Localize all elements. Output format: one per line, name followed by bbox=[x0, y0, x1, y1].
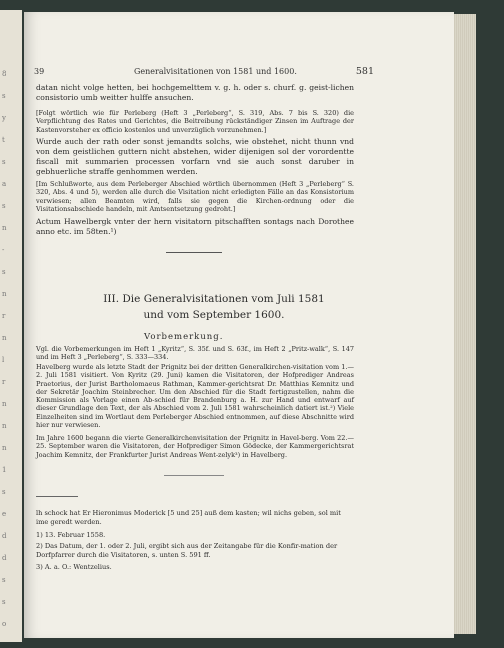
previous-page-fragment: n bbox=[2, 400, 7, 408]
previous-page-fragment: n bbox=[2, 444, 7, 452]
previous-page-edge bbox=[0, 10, 22, 642]
header-title: Generalvisitationen von 1581 und 1600. bbox=[134, 67, 297, 76]
previous-page-fragment: t bbox=[2, 136, 5, 144]
body-paragraph-2: Wurde auch der rath oder sonst jemandts solchs, wie obstehet, nicht thunn vnd von dem geistlichen guttern nicht abstehen, wider dijenigen sol der vorordentte fiscall mit summarien processen vorfarn vnd sie auch sonst daruber in gebhuerliche straffe genhommen werden. bbox=[36, 137, 354, 176]
vorbemerkung-paragraph-3: Im Jahre 1600 begann die vierte Generalkirchenvisitation der Prignitz in Havel-berg. Vom 22.—25. September waren die Visitatoren, der Hofprediger Simon Gödecke, der Kammergerichtsrat Joachim Kemnitz, der Frankfurter Jurist Andreas Went-zelyk³) in Havelberg. bbox=[36, 434, 354, 459]
running-header bbox=[34, 67, 374, 79]
previous-page-fragment: y bbox=[2, 114, 6, 122]
section-divider bbox=[166, 252, 222, 253]
footnote-rule bbox=[36, 496, 78, 497]
vorbemerkung-paragraph-1: Vgl. die Vorbemerkungen im Heft 1 „Kyritz“, S. 35f. und S. 63f., im Heft 2 „Pritz-walk“, S. 147 und im Heft 3 „Perleberg“, S. 333—334. bbox=[36, 345, 354, 362]
previous-page-fragment: a bbox=[2, 180, 7, 188]
previous-page-fragment: 1 bbox=[2, 466, 7, 474]
previous-page-fragment: s bbox=[2, 268, 6, 276]
footnote-1: 1) 13. Februar 1558. bbox=[36, 531, 106, 539]
previous-page-fragment: s bbox=[2, 598, 6, 606]
footnote-3: 3) A. a. O.: Wentzelius. bbox=[36, 563, 112, 571]
previous-page-fragment: r bbox=[2, 378, 6, 386]
editorial-note-1: [Folgt wörtlich wie für Perleberg (Heft 3 „Perleberg“, S. 319, Abs. 7 bis S. 320) die Verpflichtung des Rates und Gerichtes, die Beitreibung rückständiger Zinsen im Auftrage der Kastenvorsteher ex officio kostenlos und unverzüglich vorzunehmen.] bbox=[36, 109, 354, 134]
previous-page-fragment: n bbox=[2, 290, 7, 298]
previous-page-fragment: s bbox=[2, 92, 6, 100]
previous-page-fragment: r bbox=[2, 312, 6, 320]
previous-page-fragment: n bbox=[2, 224, 7, 232]
previous-page-fragment: n bbox=[2, 422, 7, 430]
previous-page-fragment: o bbox=[2, 620, 7, 628]
previous-page-fragment: d bbox=[2, 532, 7, 540]
editorial-note-2: [Im Schlußworte, aus dem Perleberger Abschied wörtlich übernommen (Heft 3 „Perleberg“ S. 320, Abs. 4 und 5), werden alle durch die Visitation nicht erledigten Fälle an das Konsistorium verwiesen; allen Beamten wird, falls sie gegen die Kirchen-ordnung oder die Visitationsabschiede handeln, mit Amtsentsetzung gedroht.] bbox=[36, 180, 354, 213]
footnote-2: 2) Das Datum, der 1. oder 2. Juli, ergibt sich aus der Zeitangabe für die Konfir-mation der Dorfpfarrer durch die Visitatoren, s. unten S. 591 ff. bbox=[36, 542, 338, 559]
section-title-line-1: III. Die Generalvisitationen vom Juli 1581 bbox=[103, 293, 325, 305]
previous-page-fragment: 8 bbox=[2, 70, 7, 78]
page-number: 581 bbox=[355, 66, 374, 77]
previous-page-fragment: s bbox=[2, 576, 6, 584]
vorbemerkung-paragraph-2: Havelberg wurde als letzte Stadt der Prignitz bei der dritten Generalkirchen-visitation vom 1.—2. Juli 1581 visitiert. Von Kyritz (29. Juni) kamen die Visitatoren, der Hofprediger Andreas Praetorius, der Jurist Bartholomaeus Rathman, Kammer-gerichtsrat Dr. Matthias Kemnitz und der Sekretär Joachim Steinbrecher. Um den Abschied für die Stadt fertigzustellen, nahm die Kommission als Vorlage einen Ab-schied für Brandenburg a. H. zur Hand und entwarf auf dieser Grundlage den Text, der als Abschied vom 2. Juli 1581 wahrscheinlich datiert ist.²) Viele Einzelheiten sind im Wortlaut dem Perleberger Abschied entnommen, auf diese Abschnitte wird hier nur verwiesen. bbox=[36, 363, 354, 430]
body-paragraph-3: Actum Hawelbergk vnter der hern visitatorn pitschafften sontags nach Dorothee anno etc. im 58ten.¹) bbox=[36, 217, 354, 236]
previous-page-fragment: s bbox=[2, 202, 6, 210]
previous-page-fragment: s bbox=[2, 488, 6, 496]
section-title-line-2: und vom September 1600. bbox=[143, 309, 285, 321]
header-left-number: 39 bbox=[34, 67, 45, 76]
previous-page-fragment: l bbox=[2, 356, 5, 364]
previous-page-fragment: d bbox=[2, 554, 7, 562]
previous-page-fragment: s bbox=[2, 158, 6, 166]
book-page bbox=[24, 12, 454, 638]
body-paragraph-1: datan nicht volge hetten, bei hochgemelttem v. g. h. oder s. churf. g. geist-lichen consistorio umb weitter hulffe ansuchen. bbox=[36, 83, 354, 102]
vorbemerkung-heading: Vorbemerkung. bbox=[144, 332, 224, 342]
previous-page-fragment: - bbox=[2, 246, 5, 254]
previous-page-fragment: e bbox=[2, 510, 7, 518]
previous-page-fragment: n bbox=[2, 334, 7, 342]
page-stack-edges bbox=[452, 14, 476, 634]
footnote-continuation: lh schock hat Er Hieronimus Moderick [5 und 25] auß dem kasten; wil nichs geben, sol mit ime geredt werden. bbox=[36, 509, 341, 526]
end-divider bbox=[164, 475, 224, 476]
